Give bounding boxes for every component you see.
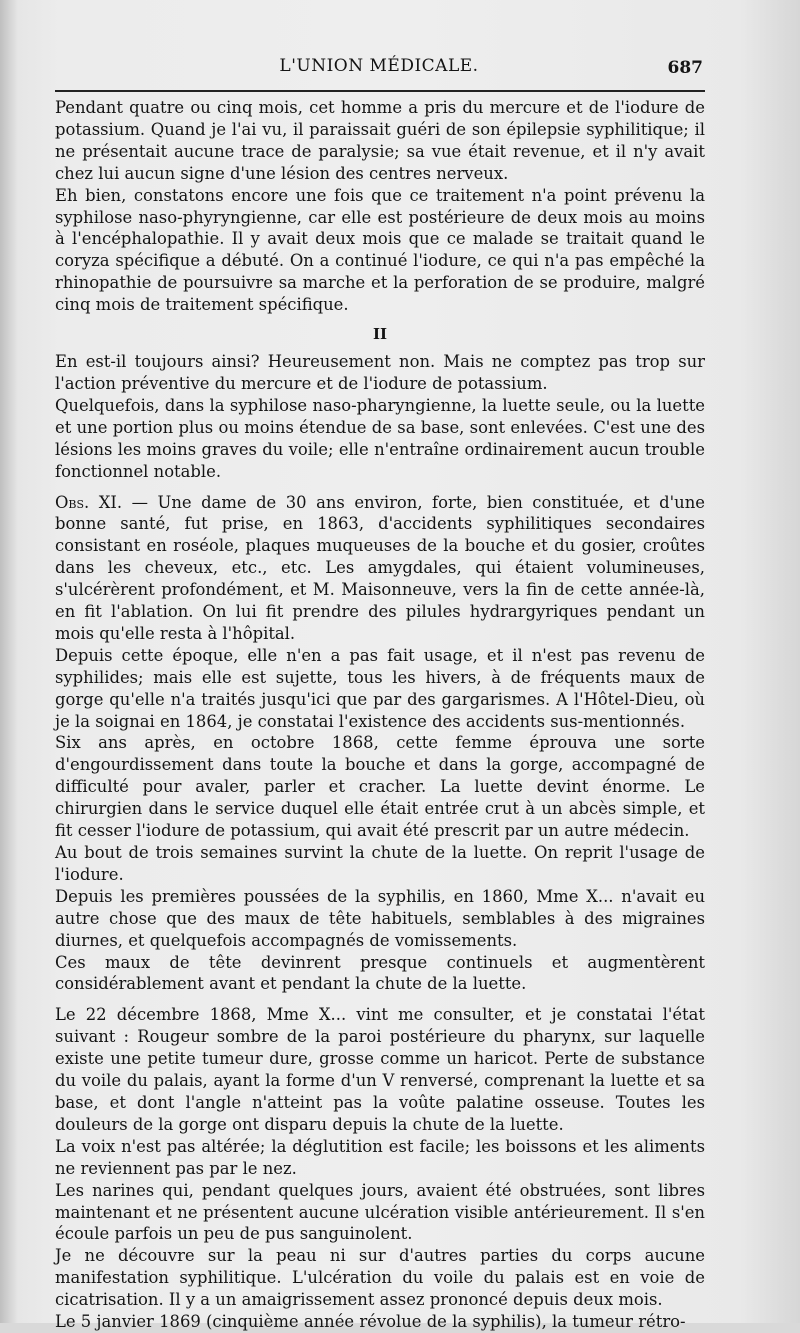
header-rule [55, 90, 705, 92]
paragraph: Eh bien, constatons encore une fois que ce traitement n'a point prévenu la syphilose naso-phyryngienne, car elle est postérieure de deux mois au moins à l'encéphalopathie. Il y avait deux mois que ce malade se traitait quand le coryza spécifique a débuté. On a continué l'iodure, ce qui n'a pas empêché la rhinopathie de poursuivre sa marche et la perforation de se produire, malgré cinq mois de traitement spécifique. [55, 185, 705, 315]
paragraph: Au bout de trois semaines survint la chute de la luette. On reprit l'usage de l'iodure. [55, 843, 705, 884]
paragraph: Les narines qui, pendant quelques jours, avaient été obstruées, sont libres maintenant et ne présentent aucune ulcération visible antérieurement. Il s'en écoule parfois un peu de pus sanguinolent. [55, 1180, 705, 1244]
paragraph: Le 22 décembre 1868, Mme X... vint me consulter, et je constatai l'état suivant : Rougeur sombre de la paroi postérieure du pharynx, sur laquelle existe une petite tumeur dure, grosse comme un haricot. Perte de substance du voile du palais, ayant la forme d'un V renversé, comprenant la luette et sa base, et dont l'angle n'atteint pas la voûte palatine osseuse. Toutes les douleurs de la gorge ont disparu depuis la chute de la luette. [55, 1005, 705, 1134]
paragraph: La voix n'est pas altérée; la déglutition est facile; les boissons et les aliments ne reviennent pas par le nez. [55, 1136, 705, 1178]
observation-paragraph [55, 492, 705, 645]
observation-text: — Une dame de 30 ans environ, forte, bien constituée, et d'une bonne santé, fut prise, en 1863, d'accidents syphilitiques secondaires consistant en roséole, plaques muqueuses de la bouche et du gosier, croûtes dans les cheveux, etc., etc. Les amygdales, qui étaient volumineuses, s'ulcérèrent profondément, et M. Maisonneuve, vers la fin de cette année-là, en fit l'ablation. On lui fit prendre des pilules hydrargyriques pendant un mois qu'elle resta à l'hôpital. [55, 492, 705, 643]
observation-label: Obs. XI. [55, 492, 123, 512]
paragraph: Je ne découvre sur la peau ni sur d'autres parties du corps aucune manifestation syphilitique. L'ulcération du voile du palais est en voie de cicatrisation. Il y a un amaigrissement assez prononcé depuis deux mois. [55, 1246, 705, 1310]
paragraph: Six ans après, en octobre 1868, cette femme éprouva une sorte d'engourdissement dans toute la bouche et dans la gorge, accompagné de difficulté pour avaler, parler et cracher. La luette devint énorme. Le chirurgien dans le service duquel elle était entrée crut à un abcès simple, et fit cesser l'iodure de potassium, qui avait été prescrit par un autre médecin. [55, 733, 705, 841]
paragraph: Quelquefois, dans la syphilose naso-pharyngienne, la luette seule, ou la luette et une portion plus ou moins étendue de sa base, sont enlevées. C'est une des lésions les moins graves du voile; elle n'entraîne ordinairement aucun trouble fonctionnel notable. [55, 395, 705, 481]
running-header [55, 52, 703, 82]
paragraph: Ces maux de tête devinrent presque continuels et augmentèrent considérablement avant et pendant la chute de la luette. [55, 952, 705, 994]
paragraph: En est-il toujours ainsi? Heureusement non. Mais ne comptez pas trop sur l'action préventive du mercure et de l'iodure de potassium. [55, 352, 705, 393]
paragraph: Le 5 janvier 1869 (cinquième année révolue de la syphilis), la tumeur rétro- [55, 1312, 686, 1332]
article-body [55, 97, 705, 1333]
section-number: II [372, 325, 388, 344]
paragraph: Depuis cette époque, elle n'en a pas fait usage, et il n'est pas revenu de syphilides; mais elle est sujette, tous les hivers, à de fréquents maux de gorge qu'elle n'a traités jusqu'ici que par des gargarismes. A l'Hôtel-Dieu, où je la soignai en 1864, je constatai l'existence des accidents sus-mentionnés. [55, 645, 705, 731]
paragraph: Pendant quatre ou cinq mois, cet homme a pris du mercure et de l'iodure de potassium. Quand je l'ai vu, il paraissait guéri de son épilepsie syphilitique; il ne présentait aucune trace de paralysie; sa vue était revenue, et il n'y avait chez lui aucun signe d'une lésion des centres nerveux. [55, 98, 705, 183]
paragraph: Depuis les premières poussées de la syphilis, en 1860, Mme X... n'avait eu autre chose que des maux de tête habituels, semblables à des migraines diurnes, et quelquefois accompagnés de vomissements. [55, 886, 705, 950]
page-number: 687 [667, 58, 703, 78]
journal-title: L'UNION MÉDICALE. [279, 56, 479, 76]
